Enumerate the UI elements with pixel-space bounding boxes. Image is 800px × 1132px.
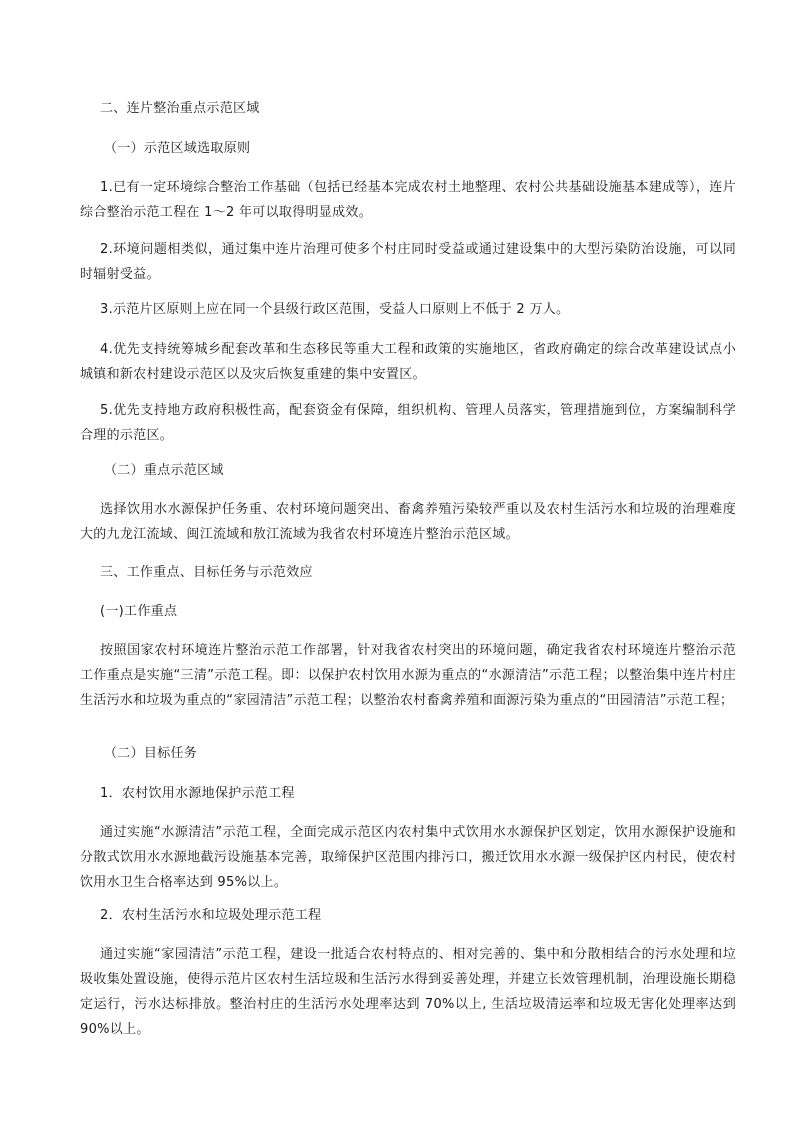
item-heading-sewage-waste: 2．农村生活污水和垃圾处理示范工程 [100, 908, 322, 923]
subsection-heading-key-areas: （二）重点示范区域 [104, 463, 224, 478]
principle-4: 4.优先支持统筹城乡配套改革和生态移民等重大工程和政策的实施地区，省政府确定的综合改革建设试点小城镇和新农村建设示范区以及灾后恢复重建的集中安置区。 [80, 342, 736, 382]
section-heading-2: 二、连片整治重点示范区域 [100, 101, 260, 116]
principle-3: 3.示范片区原则上应在同一个县级行政区范围，受益人口原则上不低于 2 万人。 [100, 302, 570, 317]
item-heading-water-source: 1．农村饮用水源地保护示范工程 [100, 786, 295, 801]
principle-2: 2.环境问题相类似，通过集中连片治理可使多个村庄同时受益或通过建设集中的大型污染防治设施，可以同时辐射受益。 [80, 242, 736, 282]
principle-5: 5.优先支持地方政府积极性高，配套资金有保障，组织机构、管理人员落实，管理措施到位，方案编制科学合理的示范区。 [80, 403, 736, 443]
subsection-heading-work-focus: (一)工作重点 [100, 604, 178, 619]
work-focus-paragraph: 按照国家农村环境连片整治示范工作部署，针对我省农村突出的环境问题，确定我省农村环境连片整治示范工作重点是实施“三清”示范工程。即：以保护农村饮用水源为重点的“水源清洁”示范工程；以整治集中连片村庄生活污水和垃圾为重点的“家园清洁”示范工程；以整治农村畜禽养殖和面源污染为重点的“田园清洁”示范工程； [80, 643, 736, 708]
principle-1: 1.已有一定环境综合整治工作基础（包括已经基本完成农村土地整理、农村公共基础设施基本建成等），连片综合整治示范工程在 1～2 年可以取得明显成效。 [80, 180, 736, 220]
water-source-paragraph: 通过实施“水源清洁”示范工程，全面完成示范区内农村集中式饮用水水源保护区划定，饮用水源保护设施和分散式饮用水水源地截污设施基本完善，取缔保护区范围内排污口，搬迁饮用水水源一级保护区内村民，使农村饮用水卫生合格率达到 95%以上。 [80, 825, 736, 890]
subsection-heading-targets: （二）目标任务 [104, 746, 198, 761]
key-areas-paragraph: 选择饮用水水源保护任务重、农村环境问题突出、畜禽养殖污染较严重以及农村生活污水和垃圾的治理难度大的九龙江流域、闽江流域和敖江流域为我省农村环境连片整治示范区域。 [80, 502, 736, 542]
section-heading-3: 三、工作重点、目标任务与示范效应 [100, 565, 313, 580]
sewage-waste-paragraph: 通过实施“家园清洁”示范工程，建设一批适合农村特点的、相对完善的、集中和分散相结合的污水处理和垃圾收集处置设施，使得示范片区农村生活垃圾和生活污水得到妥善处理，并建立长效管理机制，治理设施长期稳定运行，污水达标排放。整治村庄的生活污水处理率达到 70%以上, 生活垃圾清运率和垃圾无害化处理率达到 90%以上。 [80, 947, 736, 1037]
subsection-heading-selection-principles: （一）示范区域选取原则 [104, 141, 251, 156]
